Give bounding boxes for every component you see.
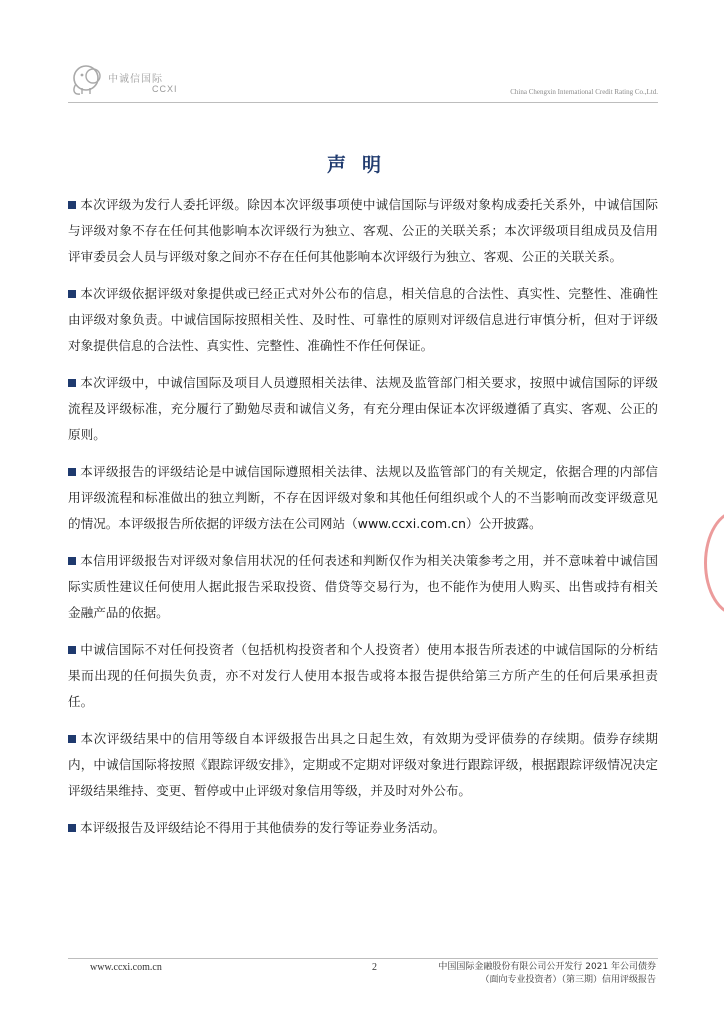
footer-divider — [68, 958, 658, 959]
declaration-paragraph — [68, 370, 658, 448]
declaration-paragraph — [68, 548, 658, 626]
footer-report-title — [396, 961, 656, 987]
logo-chinese-name: 中诚信国际 — [108, 74, 163, 85]
paragraph-text: 本次评级中，中诚信国际及项目人员遵照相关法律、法规及监管部门相关要求，按照中诚信国际的评级流程及评级标准，充分履行了勤勉尽责和诚信义务，有充分理由保证本次评级遵循了真实、客观、公正的原则。 — [68, 375, 658, 442]
square-bullet-icon — [68, 468, 76, 476]
square-bullet-icon — [68, 201, 76, 209]
square-bullet-icon — [68, 379, 76, 387]
declaration-paragraph — [68, 192, 658, 270]
square-bullet-icon — [68, 735, 76, 743]
paragraph-text: 中诚信国际不对任何投资者（包括机构投资者和个人投资者）使用本报告所表述的中诚信国际的分析结果而出现的任何损失负责，亦不对发行人使用本报告或将本报告提供给第三方所产生的任何后果承担责任。 — [68, 642, 658, 709]
paragraph-text: 本信用评级报告对评级对象信用状况的任何表述和判断仅作为相关决策参考之用，并不意味着中诚信国际实质性建议任何使用人据此报告采取投资、借贷等交易行为，也不能作为使用人购买、出售或持有相关金融产品的依据。 — [68, 553, 658, 620]
declaration-paragraph — [68, 815, 658, 841]
header-company-name: China Chengxin International Credit Rating Co.,Ltd. — [510, 88, 658, 96]
declaration-paragraph — [68, 726, 658, 804]
header-divider — [68, 102, 658, 103]
footer-report-line: 中国国际金融股份有限公司公开发行 2021 年公司债券 — [438, 962, 656, 972]
declaration-paragraph — [68, 459, 658, 537]
square-bullet-icon — [68, 646, 76, 654]
footer-website: www.ccxi.com.cn — [90, 962, 162, 973]
square-bullet-icon — [68, 557, 76, 565]
page-number: 2 — [372, 962, 377, 973]
footer-report-line: （面向专业投资者）（第三期）信用评级报告 — [480, 975, 656, 985]
company-logo — [68, 62, 188, 102]
ccxi-elephant-logo-icon — [68, 62, 108, 98]
red-seal-stamp-icon — [704, 510, 724, 616]
page-header — [68, 60, 658, 104]
declaration-paragraph — [68, 281, 658, 359]
paragraph-text: 本评级报告及评级结论不得用于其他债券的发行等证券业务活动。 — [80, 820, 446, 835]
logo-english-name: CCXI — [152, 84, 178, 94]
paragraph-text: 本次评级为发行人委托评级。除因本次评级事项使中诚信国际与评级对象构成委托关系外，中诚信国际与评级对象不存在任何其他影响本次评级行为独立、客观、公正的关联关系；本次评级项目组成员及信用评审委员会人员与评级对象之间亦不存在任何其他影响本次评级行为独立、客观、公正的关联关系。 — [68, 197, 658, 264]
square-bullet-icon — [68, 290, 76, 298]
declaration-paragraph — [68, 637, 658, 715]
paragraph-text: 本次评级依据评级对象提供或已经正式对外公布的信息，相关信息的合法性、真实性、完整性、准确性由评级对象负责。中诚信国际按照相关性、及时性、可靠性的原则对评级信息进行审慎分析，但对于评级对象提供信息的合法性、真实性、完整性、准确性不作任何保证。 — [68, 286, 658, 353]
paragraph-text: 本评级报告的评级结论是中诚信国际遵照相关法律、法规以及监管部门的有关规定，依据合理的内部信用评级流程和标准做出的独立判断，不存在因评级对象和其他任何组织或个人的不当影响而改变评级意见的情况。本评级报告所依据的评级方法在公司网站（www.ccxi.com.cn）公开披露。 — [68, 464, 658, 531]
page-title: 声明 — [326, 154, 397, 176]
declaration-body — [68, 192, 658, 852]
square-bullet-icon — [68, 824, 76, 832]
paragraph-text: 本次评级结果中的信用等级自本评级报告出具之日起生效，有效期为受评债券的存续期。债券存续期内，中诚信国际将按照《跟踪评级安排》，定期或不定期对评级对象进行跟踪评级，根据跟踪评级情况决定评级结果维持、变更、暂停或中止评级对象信用等级，并及时对外公布。 — [68, 731, 658, 798]
